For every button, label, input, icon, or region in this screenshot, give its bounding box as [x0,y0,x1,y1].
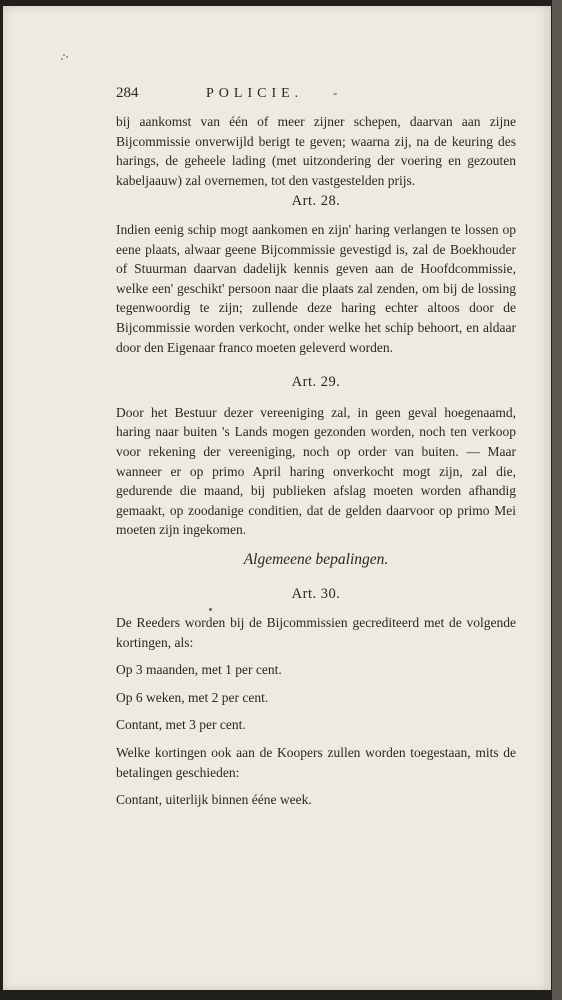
article-29-heading: Art. 29. [291,374,341,391]
header-mark: - [333,86,338,100]
page-header [116,84,516,106]
koopers-paragraph: Welke kortingen ook aan de Koopers zullen worden toegestaan, mits de betalingen geschieden: [116,745,516,780]
page-number: 284 [116,85,139,101]
running-head: POLICIE. [206,86,304,101]
article-28-heading: Art. 28. [291,193,341,210]
article-30-text: De Reeders worden bij de Bijcommissien gecrediteerd met de volgende kortingen, als: [116,615,516,650]
korting-line-2: Op 6 weken, met 2 per cent. [116,689,269,705]
korting-line-1: Op 3 maanden, met 1 per cent. [116,662,282,678]
section-heading-algemeene-bepalingen: Algemeene bepalingen. [243,550,389,568]
page-content [116,84,516,810]
korting-line-3: Contant, met 3 per cent. [116,717,246,733]
article-29-text: Door het Bestuur dezer vereeniging zal, in geen geval hoegenaamd, haring naar buiten 's Lands mogen gezonden worden, noch ten verkoop voor rekening der vereeniging, noch op order van buiten. — Maar wanneer er op primo April haring onverkocht mogt zijn, zal die, gedurende die maand, bij publieken afslag moeten worden afhandig gemaakt, op zoodanige conditien, dat de gelden daarvoor op primo Mei moeten zijn ingekomen. [116,404,516,538]
koopers-contant-line: Contant, uiterlijk binnen éénе week. [116,792,312,808]
continued-paragraph: bij aankomst van één of meer zijner schepen, daarvan aan zijne Bijcommissie onverwijld berigt te geven; waarna zij, na de keuring des harings, de geheele lading (met uitzondering der voering en gezouten kabeljaauw) zal overnemen, tot den vastgestelden prijs. [116,114,516,188]
article-30-heading: Art. 30. [291,586,341,603]
article-28-text: Indien eenig schip mogt aankomen en zijn' haring verlangen te lossen op eene plaats, alwaar geene Bijcommissie gevestigd is, zal de Boekhouder of Stuurman daarvan dadelijk kennis geven aan de Hoofdcommissie, welke een' geschikt' persoon naar die plaats zal zenden, om bij de lossing tegenwoordig te zijn; zullende deze haring echter altoos door de Bijcommissie worden verkocht, onder welke het schip behoort, en aldaar door den Eigenaar franco moeten geleverd worden. [116,221,516,355]
book-edge [552,0,562,1000]
